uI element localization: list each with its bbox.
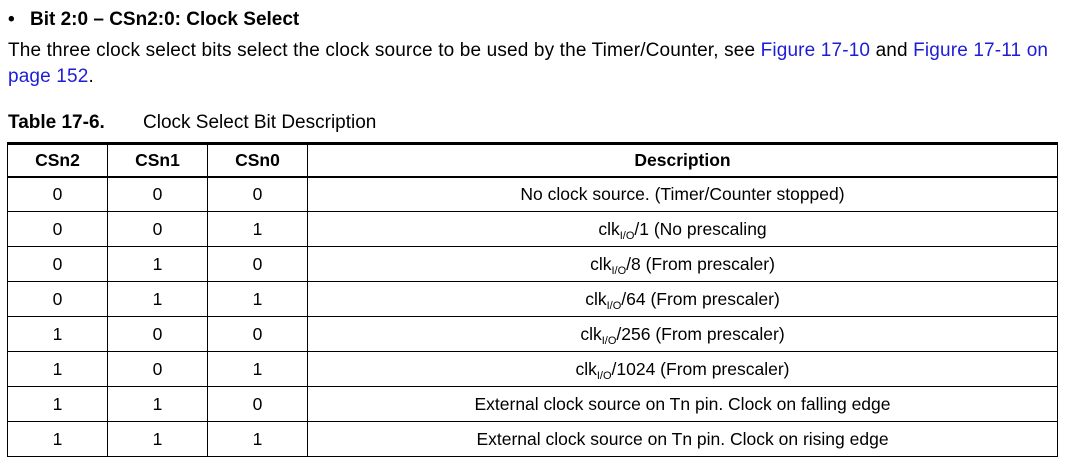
desc-prefix: clk	[580, 323, 602, 344]
table-row	[8, 177, 1058, 212]
header-csn1: CSn1	[108, 144, 208, 177]
desc-subscript: I/O	[601, 334, 617, 347]
cell-csn2: 0	[8, 247, 108, 282]
table-row	[8, 387, 1058, 422]
header-csn2: CSn2	[8, 144, 108, 177]
cell-csn1: 0	[108, 212, 208, 247]
table-row	[8, 212, 1058, 247]
cell-description	[308, 282, 1058, 317]
cell-csn0: 0	[208, 247, 308, 282]
description-paragraph	[8, 38, 1066, 90]
paragraph-connector: and	[870, 40, 914, 61]
cell-csn0: 0	[208, 177, 308, 212]
cell-csn2: 1	[8, 352, 108, 387]
cell-csn2: 1	[8, 317, 108, 352]
desc-subscript: I/O	[596, 369, 612, 382]
table-row	[8, 317, 1058, 352]
cell-csn1: 1	[108, 422, 208, 457]
cell-csn0: 0	[208, 387, 308, 422]
desc-suffix: /8 (From prescaler)	[626, 253, 775, 274]
cell-csn1: 1	[108, 282, 208, 317]
cell-description	[308, 247, 1058, 282]
desc-suffix: /1024 (From prescaler)	[611, 358, 790, 379]
cell-csn2: 1	[8, 422, 108, 457]
table-header-row	[8, 144, 1058, 177]
table-caption	[8, 111, 376, 135]
desc-subscript: I/O	[619, 229, 635, 242]
desc-prefix: clk	[598, 218, 620, 239]
cell-csn0: 0	[208, 317, 308, 352]
header-description: Description	[308, 144, 1058, 177]
cell-description	[308, 212, 1058, 247]
cell-csn1: 0	[108, 352, 208, 387]
bullet-marker: •	[8, 9, 15, 30]
cell-csn2: 0	[8, 282, 108, 317]
cell-csn1: 1	[108, 387, 208, 422]
desc-prefix: clk	[590, 253, 612, 274]
desc-suffix: /64 (From prescaler)	[621, 288, 780, 309]
desc-subscript: I/O	[611, 264, 627, 277]
table-row	[8, 282, 1058, 317]
table-row	[8, 422, 1058, 457]
cell-csn0: 1	[208, 282, 308, 317]
desc-suffix: /256 (From prescaler)	[616, 323, 785, 344]
cell-description	[308, 352, 1058, 387]
cell-csn2: 0	[8, 177, 108, 212]
clock-select-table	[7, 142, 1058, 457]
cell-description: External clock source on Tn pin. Clock on falling edge	[308, 387, 1058, 422]
desc-subscript: I/O	[606, 299, 622, 312]
table-row	[8, 352, 1058, 387]
cell-description: External clock source on Tn pin. Clock on rising edge	[308, 422, 1058, 457]
table-number: Table 17-6.	[8, 112, 105, 133]
table-title: Clock Select Bit Description	[143, 112, 377, 133]
table-row	[8, 247, 1058, 282]
cell-description: No clock source. (Timer/Counter stopped)	[308, 177, 1058, 212]
cell-csn0: 1	[208, 352, 308, 387]
desc-prefix: clk	[585, 288, 607, 309]
desc-prefix: clk	[575, 358, 597, 379]
paragraph-end: .	[88, 66, 94, 87]
cell-csn0: 1	[208, 212, 308, 247]
figure-17-11-link[interactable]: Figure 17-11 on page 152	[8, 40, 1049, 87]
cell-csn1: 0	[108, 317, 208, 352]
cell-csn1: 0	[108, 177, 208, 212]
cell-csn2: 1	[8, 387, 108, 422]
cell-csn2: 0	[8, 212, 108, 247]
figure-17-10-link[interactable]: Figure 17-10	[760, 40, 871, 61]
desc-suffix: /1 (No prescaling	[634, 218, 767, 239]
cell-csn0: 1	[208, 422, 308, 457]
header-csn0: CSn0	[208, 144, 308, 177]
heading-text: Bit 2:0 – CSn2:0: Clock Select	[30, 9, 300, 30]
cell-description	[308, 317, 1058, 352]
section-heading	[8, 8, 299, 32]
cell-csn1: 1	[108, 247, 208, 282]
paragraph-text: The three clock select bits select the clock source to be used by the Timer/Counter, see	[8, 40, 761, 61]
